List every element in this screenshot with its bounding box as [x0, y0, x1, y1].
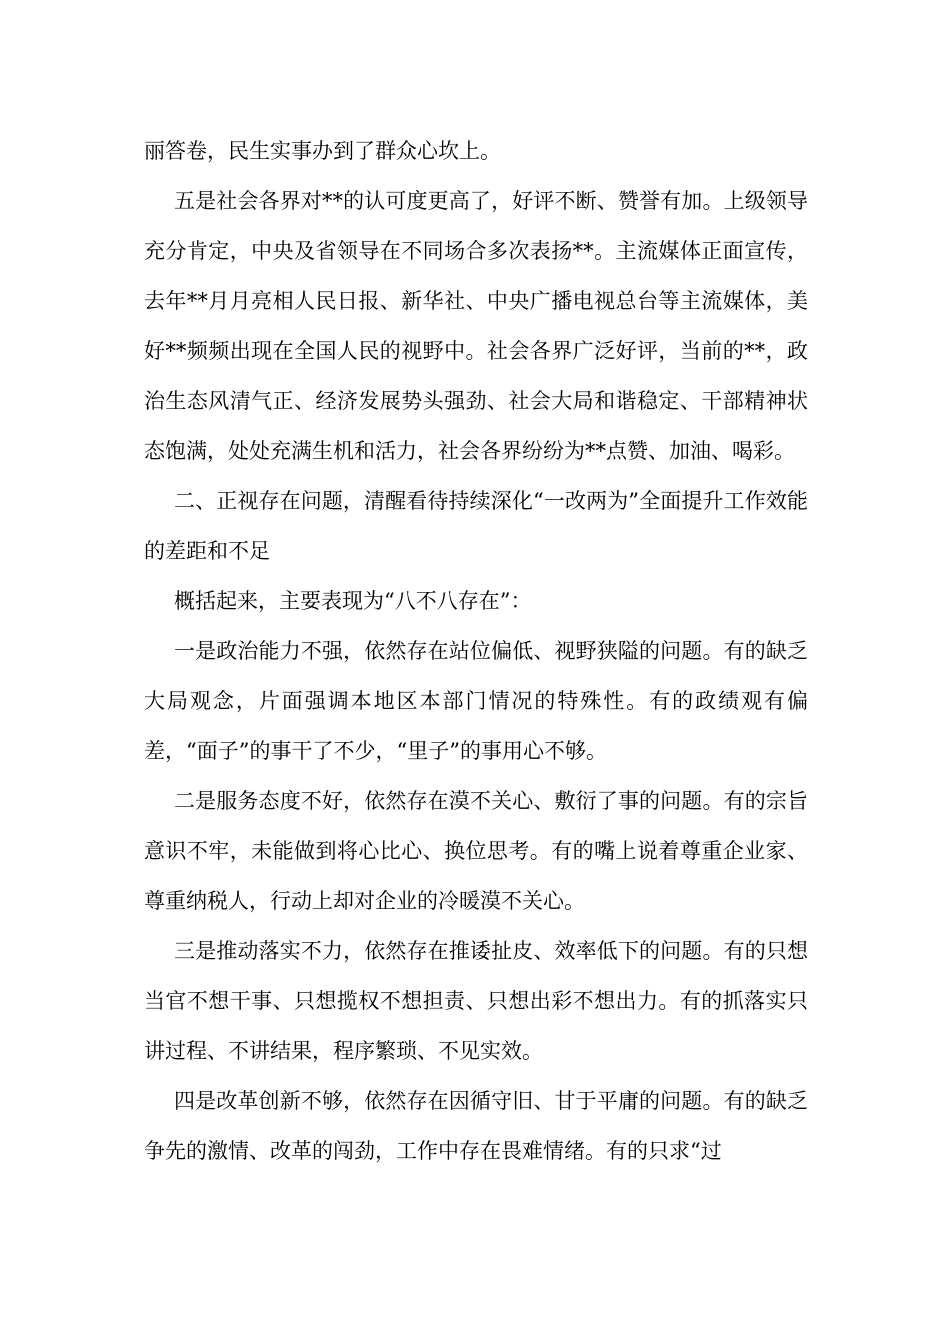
paragraph-summary: 概括起来，主要表现为“八不八存在”： [174, 589, 532, 613]
paragraph-continuation: 丽答卷，民生实事办到了群众心坎上。 [144, 139, 501, 163]
document-body [144, 126, 808, 1176]
paragraph-problem-three: 三是推动落实不力，依然存在推诿扯皮、效率低下的问题。有的只想当官不想干事、只想揽权不想担责、只想出彩不想出力。有的抓落实只讲过程、不讲结果，程序繁琐、不见实效。 [144, 939, 808, 1063]
paragraph-problem-four: 四是改革创新不够，依然存在因循守旧、甘于平庸的问题。有的缺乏争先的激情、改革的闯劲，工作中存在畏难情绪。有的只求“过 [144, 1089, 808, 1163]
paragraph-problem-two: 二是服务态度不好，依然存在漠不关心、敷衍了事的问题。有的宗旨意识不牢，未能做到将心比心、换位思考。有的嘴上说着尊重企业家、尊重纳税人，行动上却对企业的冷暖漠不关心。 [144, 789, 808, 913]
section-heading-two: 二、正视存在问题，清醒看待持续深化“一改两为”全面提升工作效能的差距和不足 [144, 489, 808, 563]
paragraph-problem-one: 一是政治能力不强，依然存在站位偏低、视野狭隘的问题。有的缺乏大局观念，片面强调本地区本部门情况的特殊性。有的政绩观有偏差，“面子”的事干了不少，“里子”的事用心不够。 [144, 639, 808, 763]
paragraph-point-five: 五是社会各界对**的认可度更高了，好评不断、赞誉有加。上级领导充分肯定，中央及省领导在不同场合多次表扬**。主流媒体正面宣传，去年**月月亮相人民日报、新华社、中央广播电视总台等主流媒体，美好**频频出现在全国人民的视野中。社会各界广泛好评，当前的**，政治生态风清气正、经济发展势头强劲、社会大局和谐稳定、干部精神状态饱满，处处充满生机和活力，社会各界纷纷为**点赞、加油、喝彩。 [144, 189, 808, 463]
